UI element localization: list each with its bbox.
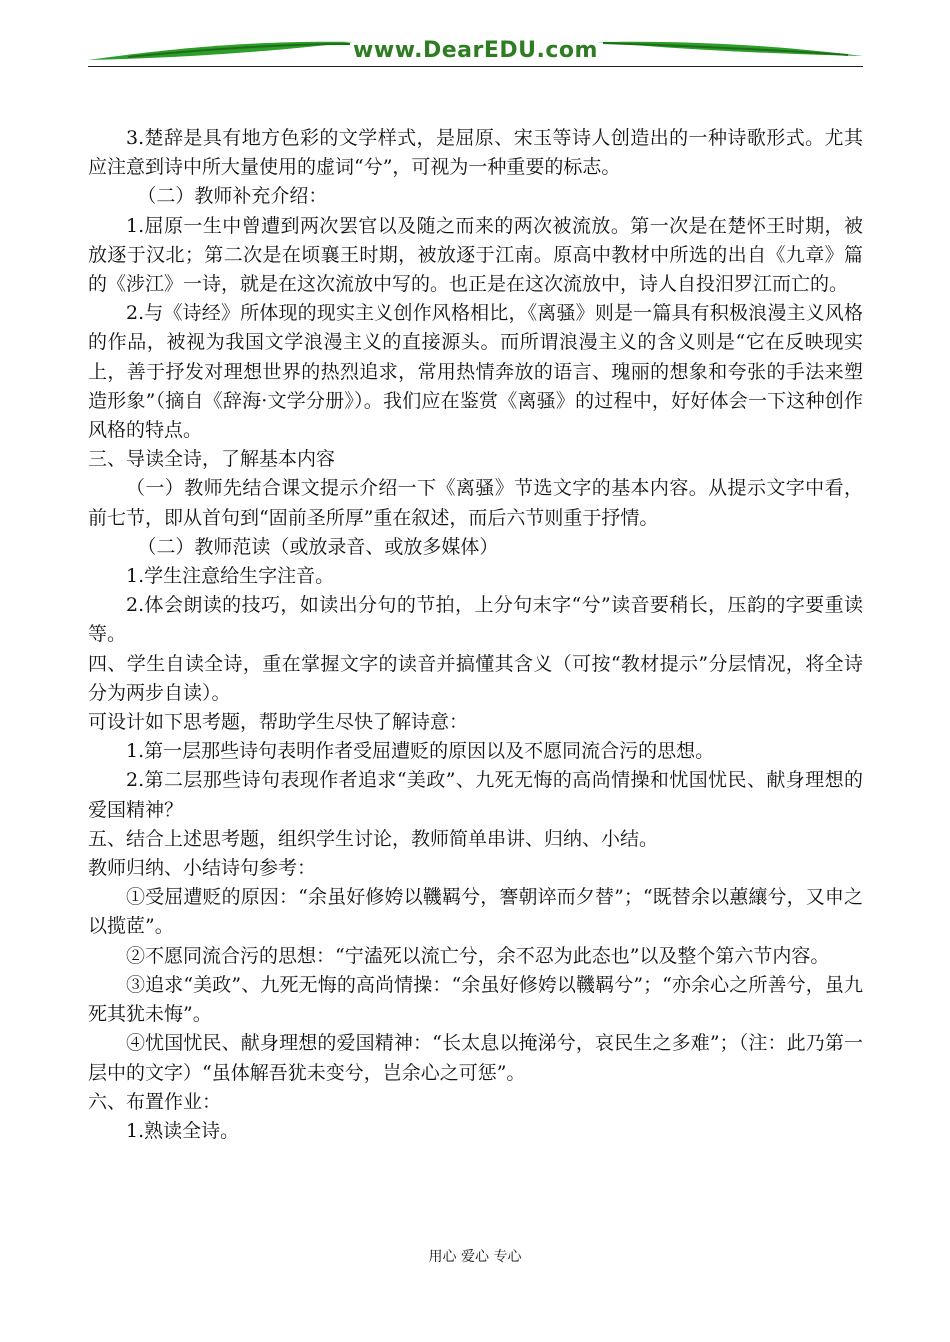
paragraph: 2.体会朗读的技巧，如读出分句的节拍，上分句末字“兮”读音要稍长，压韵的字要重读等。 <box>88 594 863 646</box>
paragraph: 五、结合上述思考题，组织学生讨论，教师简单串讲、归纳、小结。 <box>88 827 659 850</box>
paragraph: 1.第一层那些诗句表明作者受屈遭贬的原因以及不愿同流合污的思想。 <box>126 740 715 763</box>
paragraph: 教师归纳、小结诗句参考： <box>88 857 317 880</box>
paragraph: 1.熟读全诗。 <box>126 1119 240 1142</box>
paragraph: 可设计如下思考题，帮助学生尽快了解诗意： <box>88 711 469 734</box>
paragraph: （二）教师范读（或放录音、或放多媒体） <box>137 535 499 558</box>
paragraph: ②不愿同流合污的思想：“宁溘死以流亡兮，余不忍为此态也”以及整个第六节内容。 <box>126 944 830 967</box>
paragraph: 1.学生注意给生字注音。 <box>126 565 335 588</box>
paragraph: 三、导读全诗，了解基本内容 <box>88 448 336 471</box>
document-body <box>88 124 863 1146</box>
site-logo-text: www.DearEDU.com <box>353 38 598 63</box>
paragraph: ③追求“美政”、九死无悔的高尚情操：“余虽好修姱以鞿羁兮”；“亦余心之所善兮，虽九死其犹未悔”。 <box>88 973 863 1026</box>
paragraph: 2.第二层那些诗句表现作者追求“美政”、九死无悔的高尚情操和忧国忧民、献身理想的爱国精神？ <box>88 769 863 821</box>
paragraph: 四、学生自读全诗，重在掌握文字的读音并搞懂其含义（可按“教材提示”分层情况，将全诗分为两步自读）。 <box>88 652 863 704</box>
paragraph: 1.屈原一生中曾遭到两次罢官以及随之而来的两次被流放。第一次是在楚怀王时期，被放逐于汉北；第二次是在顷襄王时期，被放逐于江南。原高中教材中所选的出自《九章》篇的《涉江》一诗，就是在这次流放中写的。也正是在这次流放中，诗人自投汨罗江而亡的。 <box>88 214 863 296</box>
paragraph: （二）教师补充介绍： <box>137 185 328 208</box>
paragraph: （一）教师先结合课文提示介绍一下《离骚》节选文字的基本内容。从提示文字中看，前七节，即从首句到“固前圣所厚”重在叙述，而后六节则重于抒情。 <box>88 477 863 529</box>
page-header <box>88 30 863 70</box>
paragraph: 六、布置作业： <box>88 1090 222 1113</box>
paragraph: 2.与《诗经》所体现的现实主义创作风格相比，《离骚》则是一篇具有积极浪漫主义风格的作品，被视为我国文学浪漫主义的直接源头。而所谓浪漫主义的含义则是“它在反映现实上，善于抒发对理想世界的热烈追求，常用热情奔放的语言、瑰丽的想象和夸张的手法来塑造形象”（摘自《辞海·文学分册》）。我们应在鉴赏《离骚》的过程中，好好体会一下这种创作风格的特点。 <box>88 302 863 442</box>
paragraph: ①受屈遭贬的原因：“余虽好修姱以鞿羁兮，謇朝谇而夕替”；“既替余以蕙纕兮，又申之以揽茝”。 <box>88 886 863 938</box>
page-footer: 用心 爱心 专心 <box>428 1249 522 1265</box>
paragraph: ④忧国忧民、献身理想的爱国精神：“长太息以掩涕兮，哀民生之多难”；（注：此乃第一层中的文字）“虽体解吾犹未变兮，岂余心之可惩”。 <box>88 1032 863 1084</box>
header-rule <box>88 66 863 67</box>
paragraph: 3.楚辞是具有地方色彩的文学样式，是屈原、宋玉等诗人创造出的一种诗歌形式。尤其应注意到诗中所大量使用的虚词“兮”，可视为一种重要的标志。 <box>88 127 863 179</box>
